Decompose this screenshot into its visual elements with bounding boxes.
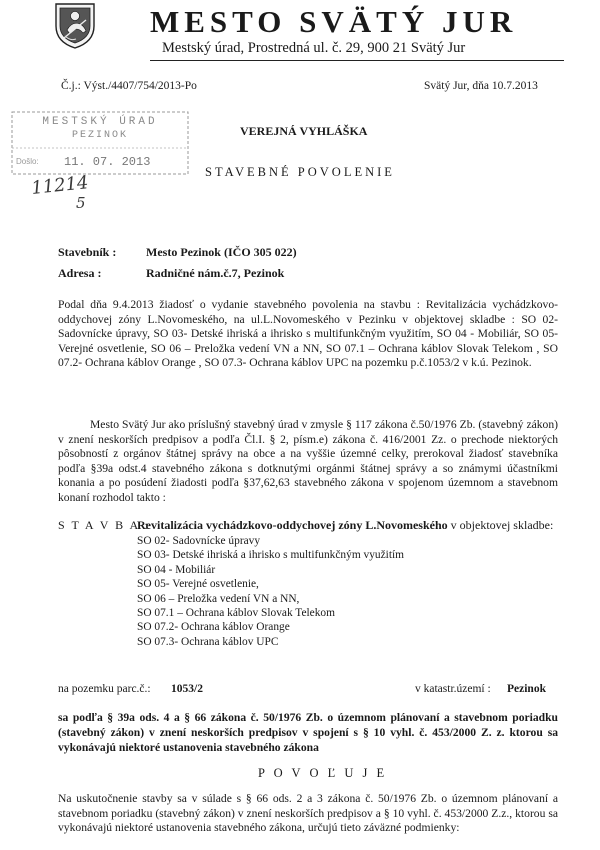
construction-objects-list bbox=[135, 534, 404, 649]
construction-label: S T A V B A : bbox=[58, 518, 150, 532]
cadastral-label: v katastr.území : bbox=[415, 683, 491, 695]
reference-number: Č.j.: Výst./4407/754/2013-Po bbox=[61, 80, 197, 92]
construction-title bbox=[137, 518, 557, 533]
legal-basis: sa podľa § 39a ods. 4 a § 66 zákona č. 50/1976 Zb. o územnom plánovaní a stavebnom poriadku (stavebný zákon) v znení neskorších predpisov v spojení s § 10 vyhl. č. 453/2000 Z. z. ktorou sa vykonávajú niektoré ustanovenia stavebného zákona bbox=[58, 711, 558, 754]
list-item: SO 03- Detské ihriská a ihrisko s multifunkčným využitím bbox=[137, 549, 405, 562]
list-item: SO 06 – Preložka vedení VN a NN, bbox=[137, 592, 300, 605]
stamp-handwritten-number: 11214 bbox=[30, 172, 90, 199]
list-item: SO 05- Verejné osvetlenie, bbox=[137, 578, 259, 591]
list-item: SO 04 - Mobiliár bbox=[137, 563, 216, 576]
coat-of-arms-icon bbox=[50, 0, 100, 50]
applicant-label: Stavebník : bbox=[58, 245, 117, 259]
notice-heading: VEREJNÁ VYHLÁŠKA bbox=[240, 124, 368, 138]
municipality-address: Mestský úrad, Prostredná ul. č. 29, 900 21 Svätý Jur bbox=[162, 40, 466, 56]
application-paragraph: Podal dňa 9.4.2013 žiadosť o vydanie stavebného povolenia na stavbu : Revitalizácia vychádzkovo-oddychovej zóny L.Novomeského, na ul.L.Novomeského v Pezinku v objektovej skladbe : SO 02- Sadovnícke úpravy, SO 03- Detské ihriská a ihrisko s multifunkčným využitím, SO 04 - Mobiliár, SO 05- Verejné osvetlenie, SO 06 – Preložka vedení VN a NN, SO 07.1 – Ochrana káblov Slovak Telekom , SO 07.2- Ochrana káblov Orange , SO 07.3- Ochrana káblov UPC na pozemku p.č.1053/2 v k.ú. Pezinok. bbox=[58, 298, 558, 370]
construction-title-rest: v objektovej skladbe: bbox=[447, 518, 554, 532]
permits-heading: P O V O Ľ U J E bbox=[258, 766, 388, 780]
list-item: SO 07.1 – Ochrana káblov Slovak Telekom bbox=[137, 607, 335, 620]
list-item: SO 02- Sadovnícke úpravy bbox=[137, 535, 261, 547]
list-item: SO 07.3- Ochrana káblov UPC bbox=[137, 635, 279, 648]
address-value: Radničné nám.č.7, Pezinok bbox=[146, 266, 285, 280]
stamp-city-line: PEZINOK bbox=[71, 130, 129, 141]
decision-paragraph: Mesto Svätý Jur ako príslušný stavebný úrad v zmysle § 117 zákona č.50/1976 Zb. (stavebný zákon) v znení neskorších predpisov a podľa Čl.I. § 2, písm.e) zákona č. 416/2001 Zz. o prechode niektorých pôsobností z orgánov štátnej správy na obce a na vyššie územné celky, prerokoval žiadosť stavebníka podľa §39a odst.4 stavebného zákona s dotknutými orgánmi štátnej správy a so známymi účastníkmi konania a po posúdení žiadosti podľa §37,62,63 stavebného zákona v spojenom územnom a stavebnom konaní rozhodol takto : bbox=[58, 418, 558, 504]
registry-stamp bbox=[10, 110, 190, 210]
parcel-value: 1053/2 bbox=[171, 683, 203, 695]
stamp-received-date: 11. 07. 2013 bbox=[64, 155, 151, 169]
place-and-date: Svätý Jur, dňa 10.7.2013 bbox=[424, 80, 538, 92]
parcel-label: na pozemku parc.č.: bbox=[58, 683, 151, 695]
header-divider bbox=[150, 60, 564, 61]
stamp-office-line: MESTSKÝ ÚRAD bbox=[42, 116, 158, 128]
municipality-title: MESTO SVÄTÝ JUR bbox=[150, 4, 518, 39]
construction-title-bold: Revitalizácia vychádzkovo-oddychovej zóny L.Novomeského bbox=[137, 518, 448, 532]
cadastral-value: Pezinok bbox=[507, 683, 546, 695]
stamp-received-label: Došlo: bbox=[16, 157, 39, 166]
permit-heading: STAVEBNÉ POVOLENIE bbox=[205, 165, 395, 179]
address-label: Adresa : bbox=[58, 266, 102, 280]
conditions-paragraph: Na uskutočnenie stavby sa v súlade s § 66 ods. 2 a 3 zákona č. 50/1976 Zb. o územnom plánovaní a stavebnom poriadku (stavebný zákon) v znení neskorších predpisov a § 10 vyhl. č. 453/2000 Z.z., ktorou sa vykonávajú niektoré ustanovenia stavebného zákona, určujú tieto záväzné podmienky: bbox=[58, 792, 558, 835]
applicant-value: Mesto Pezinok (IČO 305 022) bbox=[146, 245, 297, 259]
list-item: SO 07.2- Ochrana káblov Orange bbox=[137, 621, 290, 634]
stamp-handwritten-annex: 5 bbox=[76, 194, 86, 210]
